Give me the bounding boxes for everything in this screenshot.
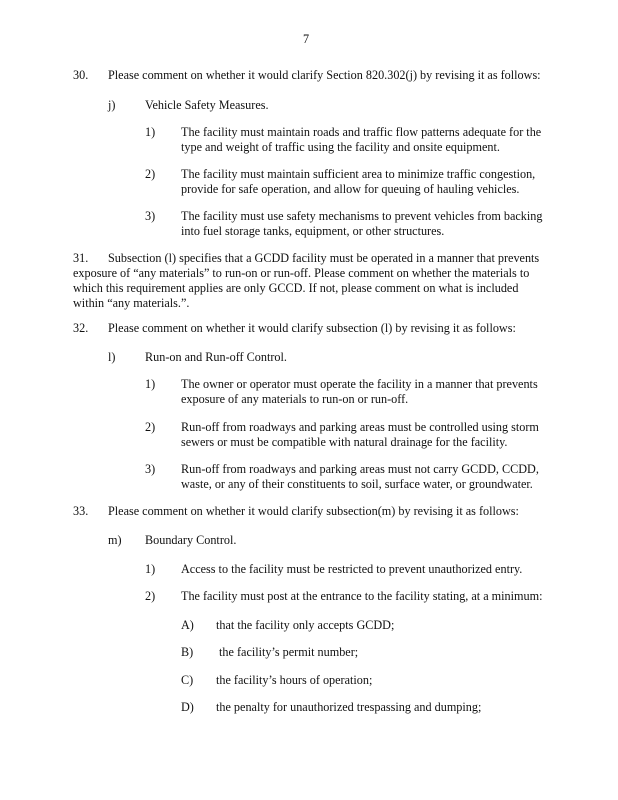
item-33-C-text: the facility’s hours of operation; <box>216 673 373 687</box>
item-33-text: Please comment on whether it would clarify subsection(m) by revising it as follows: <box>108 504 519 518</box>
item-33-D-text: the penalty for unauthorized trespassing and dumping; <box>216 700 482 714</box>
item-30-2-text: The facility must maintain sufficient area to minimize traffic congestion, provide for safe operation, and allow for queuing of hauling vehicles. <box>181 167 536 196</box>
item-33-2-number: 2) <box>145 589 156 603</box>
item-32-sub-title: Run-on and Run-off Control. <box>145 350 287 364</box>
item-30-3-text: The facility must use safety mechanisms to prevent vehicles from backing into fuel storage tanks, equipment, or other structures. <box>181 209 543 238</box>
item-30-1-text: The facility must maintain roads and traffic flow patterns adequate for the type and weight of traffic using the facility and onsite equipment. <box>181 125 542 154</box>
item-30-number: 30. <box>73 68 89 82</box>
item-30-text: Please comment on whether it would clarify Section 820.302(j) by revising it as follows: <box>108 68 541 82</box>
item-33-B-text: the facility’s permit number; <box>216 645 359 659</box>
item-32-2-text: Run-off from roadways and parking areas must be controlled using storm sewers or must be compatible with natural drainage for the facility. <box>181 420 539 449</box>
item-33-2-text: The facility must post at the entrance to the facility stating, at a minimum: <box>181 589 543 603</box>
item-32-3-text: Run-off from roadways and parking areas must not carry GCDD, CCDD, waste, or any of their constituents to soil, surface water, or groundwater. <box>181 462 539 491</box>
item-30-sub-title: Vehicle Safety Measures. <box>145 98 269 112</box>
item-31-paragraph <box>73 251 543 311</box>
item-31-number: 31. <box>73 251 89 265</box>
item-33-number: 33. <box>73 504 89 518</box>
item-33-sub-label: m) <box>108 533 122 547</box>
item-32-1-number: 1) <box>145 377 156 391</box>
item-33-A-text: that the facility only accepts GCDD; <box>216 618 395 632</box>
item-33-sub-title: Boundary Control. <box>145 533 237 547</box>
item-30-3-number: 3) <box>145 209 156 223</box>
item-33-1-text: Access to the facility must be restricted to prevent unauthorized entry. <box>181 562 523 576</box>
item-32-sub-label: l) <box>108 350 116 364</box>
page-number: 7 <box>303 32 310 46</box>
item-33-B-letter: B) <box>181 645 194 659</box>
item-30-sub-label: j) <box>108 98 116 112</box>
item-32-text: Please comment on whether it would clarify subsection (l) by revising it as follows: <box>108 321 516 335</box>
item-30-2-number: 2) <box>145 167 156 181</box>
item-32-1-text: The owner or operator must operate the facility in a manner that prevents exposure of any materials to run-on or run-off. <box>181 377 538 406</box>
item-32-2-number: 2) <box>145 420 156 434</box>
item-33-1-number: 1) <box>145 562 156 576</box>
item-32-number: 32. <box>73 321 89 335</box>
item-33-D-letter: D) <box>181 700 194 714</box>
item-31-text: Subsection (l) specifies that a GCDD facility must be operated in a manner that prevents exposure of “any materials” to run-on or run-off. Please comment on whether the materials to which this requirement applies are only GCCD. If not, please comment on what is included within “any materials.”. <box>73 251 540 310</box>
item-33-C-letter: C) <box>181 673 194 687</box>
item-33-A-letter: A) <box>181 618 194 632</box>
item-30-1-number: 1) <box>145 125 156 139</box>
item-32-3-number: 3) <box>145 462 156 476</box>
